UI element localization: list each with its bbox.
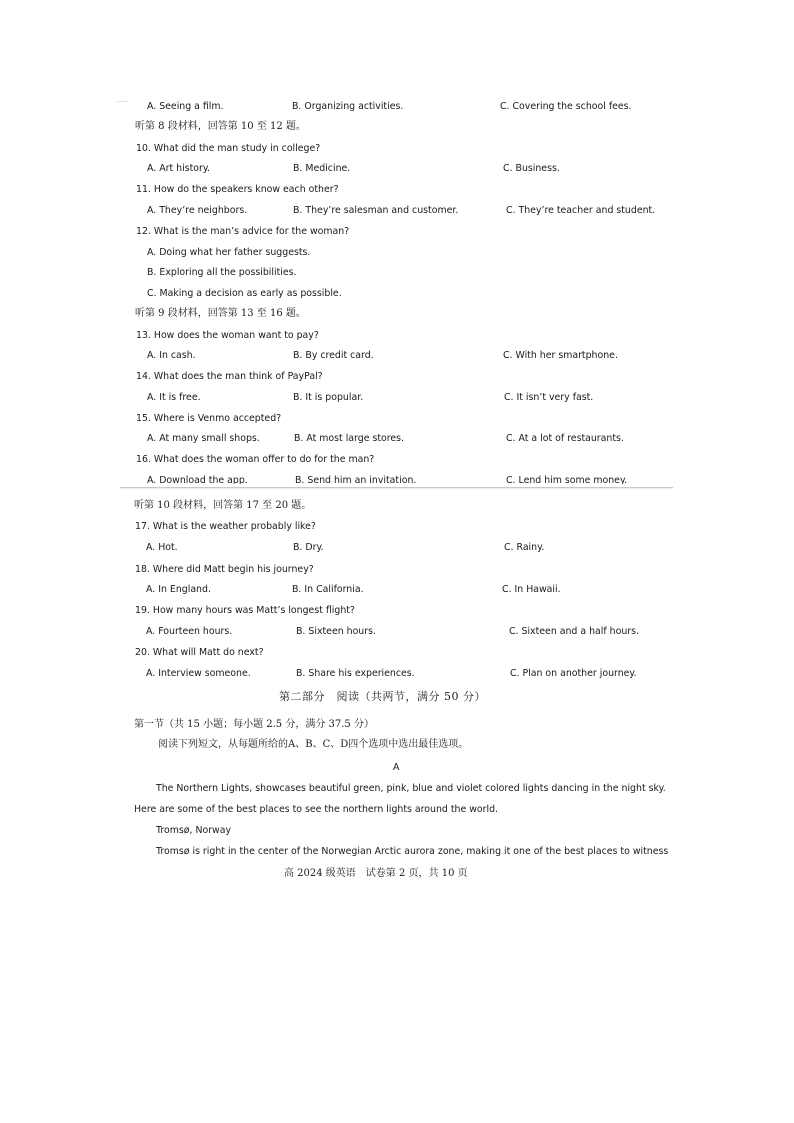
section8-header: 听第 8 段材料，回答第 10 至 12 题。 xyxy=(135,121,306,132)
page-footer: 高 2024 级英语 试卷第 2 页，共 10 页 xyxy=(284,868,468,879)
q15-option-a: A. At many small shops. xyxy=(147,433,260,444)
q10-option-c: C. Business. xyxy=(503,163,560,174)
q20-option-a: A. Interview someone. xyxy=(146,668,251,679)
paragraph-1-line-2: Here are some of the best places to see the northern lights around the world. xyxy=(134,804,499,815)
q19-option-c: C. Sixteen and a half hours. xyxy=(509,626,639,637)
paragraph-1-line-1: The Northern Lights, showcases beautiful green, pink, blue and violet colored lights dancing in the night sky. xyxy=(156,783,666,794)
q19-option-a: A. Fourteen hours. xyxy=(146,626,233,637)
q18-option-b: B. In California. xyxy=(292,584,364,595)
scan-mark xyxy=(117,101,129,102)
q19-question: 19. How many hours was Matt’s longest flight? xyxy=(135,605,355,616)
q10-question: 10. What did the man study in college? xyxy=(136,143,321,154)
place-heading: Tromsø, Norway xyxy=(156,825,232,836)
q18-option-c: C. In Hawaii. xyxy=(502,584,561,595)
q18-question: 18. Where did Matt begin his journey? xyxy=(135,564,314,575)
q11-option-b: B. They’re salesman and customer. xyxy=(293,205,459,216)
q12-question: 12. What is the man’s advice for the woman? xyxy=(136,226,350,237)
q14-option-c: C. It isn’t very fast. xyxy=(504,392,594,403)
q17-question: 17. What is the weather probably like? xyxy=(135,521,316,532)
q12-option-c: C. Making a decision as early as possible. xyxy=(147,288,342,299)
reading-instructions: 阅读下列短文，从每题所给的A、B、C、D四个选项中选出最佳选项。 xyxy=(158,739,469,750)
paragraph-2-line-1: Tromsø is right in the center of the Norwegian Arctic aurora zone, making it one of the best places to witness xyxy=(156,846,669,857)
q15-option-b: B. At most large stores. xyxy=(294,433,405,444)
q15-question: 15. Where is Venmo accepted? xyxy=(136,413,282,424)
q20-option-b: B. Share his experiences. xyxy=(296,668,415,679)
q12-option-a: A. Doing what her father suggests. xyxy=(147,247,311,258)
q14-option-a: A. It is free. xyxy=(147,392,201,403)
part-two-title: 第二部分 阅读（共两节，满分 50 分） xyxy=(279,690,486,703)
q20-option-c: C. Plan on another journey. xyxy=(510,668,637,679)
page-fold-divider xyxy=(120,487,673,488)
q17-option-a: A. Hot. xyxy=(146,542,178,553)
q17-option-b: B. Dry. xyxy=(293,542,324,553)
passage-label: A xyxy=(393,762,400,773)
q14-question: 14. What does the man think of PayPal? xyxy=(136,371,323,382)
section9-header: 听第 9 段材料，回答第 13 至 16 题。 xyxy=(135,308,306,319)
q20-question: 20. What will Matt do next? xyxy=(135,647,264,658)
q11-option-c: C. They’re teacher and student. xyxy=(506,205,656,216)
section-one-title: 第一节（共 15 小题；每小题 2.5 分，满分 37.5 分） xyxy=(134,719,374,730)
q11-question: 11. How do the speakers know each other? xyxy=(136,184,339,195)
q13-option-c: C. With her smartphone. xyxy=(503,350,618,361)
q19-option-b: B. Sixteen hours. xyxy=(296,626,376,637)
q10-option-a: A. Art history. xyxy=(147,163,211,174)
q11-option-a: A. They’re neighbors. xyxy=(147,205,248,216)
q13-option-b: B. By credit card. xyxy=(293,350,374,361)
q13-question: 13. How does the woman want to pay? xyxy=(136,330,319,341)
q16-question: 16. What does the woman offer to do for the man? xyxy=(136,454,375,465)
q18-option-a: A. In England. xyxy=(146,584,211,595)
q9-option-c: C. Covering the school fees. xyxy=(500,101,632,112)
q14-option-b: B. It is popular. xyxy=(293,392,364,403)
q9-option-b: B. Organizing activities. xyxy=(292,101,404,112)
section10-header: 听第 10 段材料，回答第 17 至 20 题。 xyxy=(134,500,312,511)
q12-option-b: B. Exploring all the possibilities. xyxy=(147,267,297,278)
q13-option-a: A. In cash. xyxy=(147,350,196,361)
q16-option-a: A. Download the app. xyxy=(147,475,248,484)
q10-option-b: B. Medicine. xyxy=(293,163,351,174)
q15-option-c: C. At a lot of restaurants. xyxy=(506,433,624,444)
q9-option-a: A. Seeing a film. xyxy=(147,101,224,112)
q16-option-b: B. Send him an invitation. xyxy=(295,475,417,484)
q16-option-c: C. Lend him some money. xyxy=(506,475,628,484)
q17-option-c: C. Rainy. xyxy=(504,542,545,553)
